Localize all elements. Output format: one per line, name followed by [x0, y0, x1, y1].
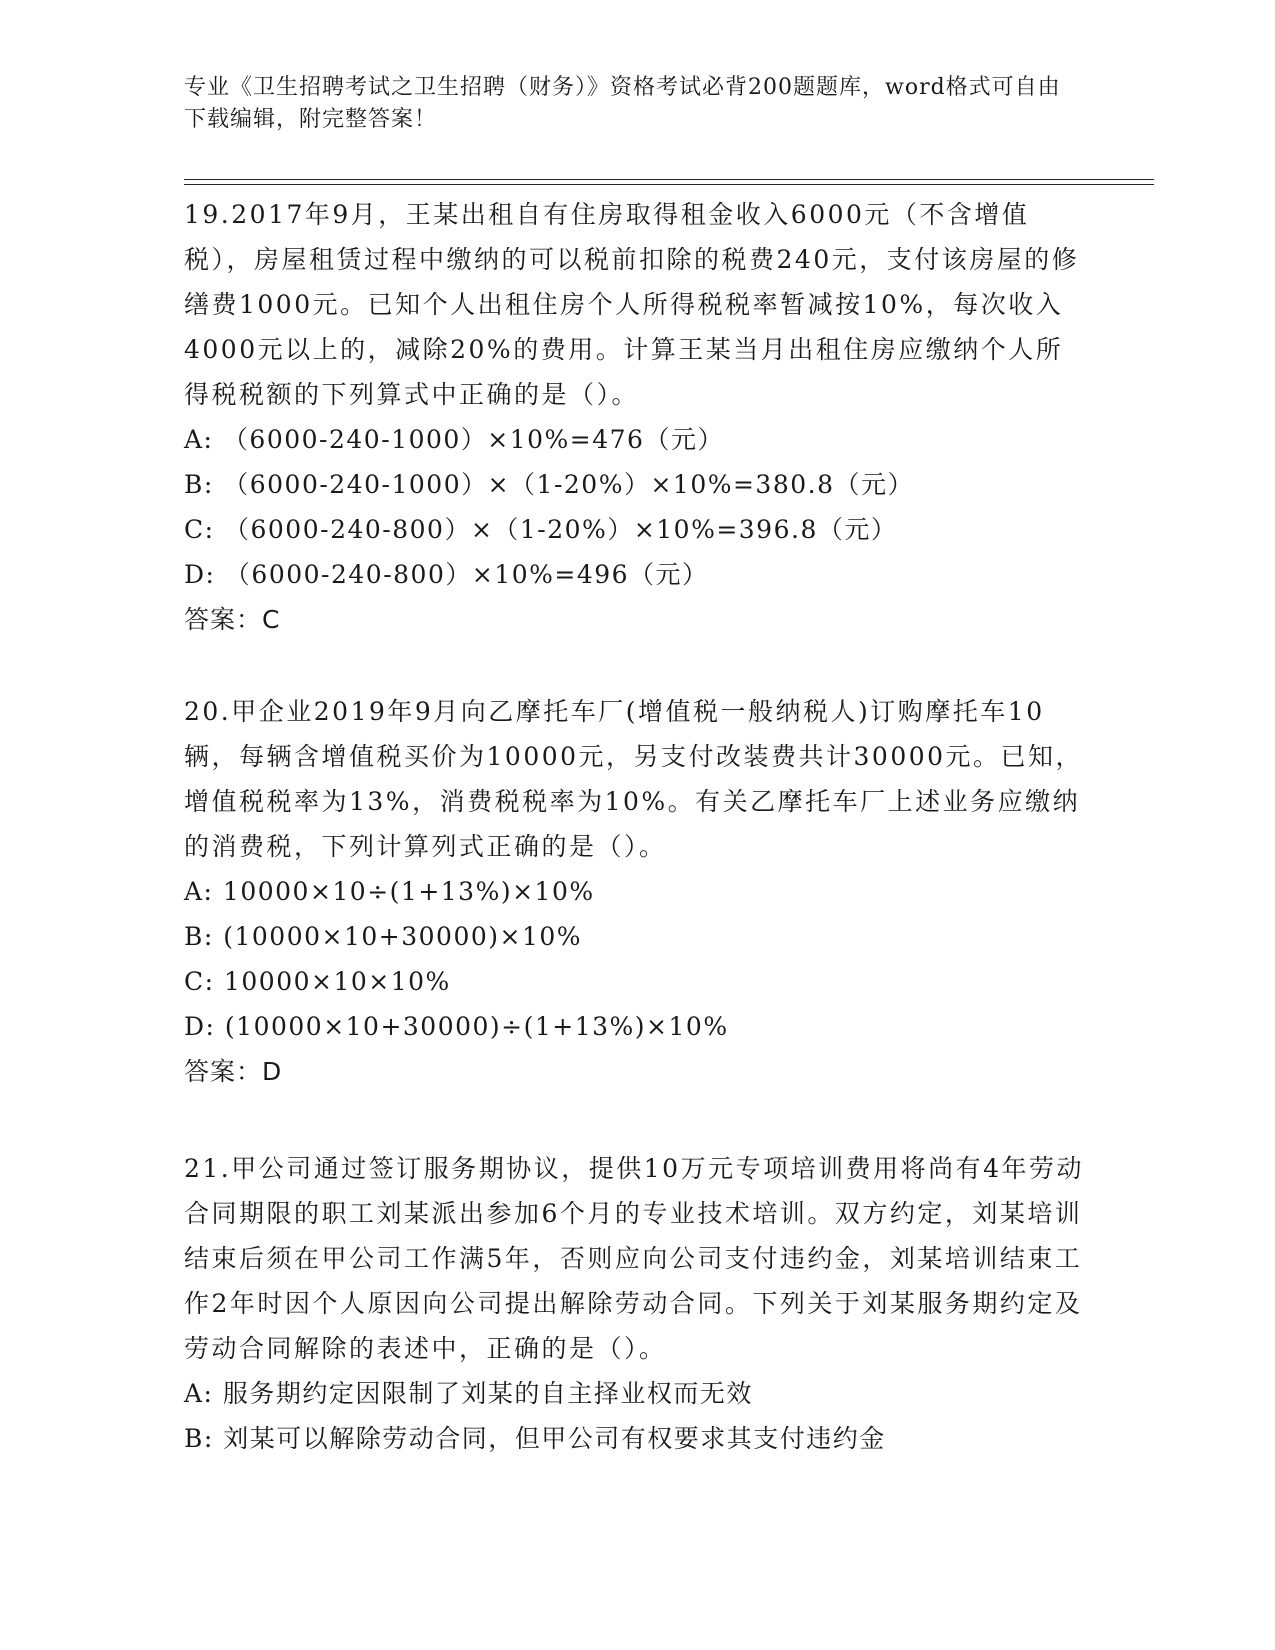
- page-header: 专业《卫生招聘考试之卫生招聘（财务）》资格考试必背200题题库，word格式可自由下载编辑，附完整答案！: [184, 75, 1061, 132]
- option-d: D: (10000×10+30000)÷(1+13%)×10%: [184, 1012, 729, 1041]
- option-a: A: （6000-240-1000）×10%=476（元）: [184, 425, 724, 454]
- option-a: A: 10000×10÷(1+13%)×10%: [184, 877, 595, 906]
- question-block: [184, 1146, 1084, 1461]
- option-c: C: 10000×10×10%: [184, 967, 451, 996]
- question-stem: 19.2017年9月，王某出租自有住房取得租金收入6000元（不含增值税），房屋租赁过程中缴纳的可以税前扣除的税费240元，支付该房屋的修缮费1000元。已知个人出租住房个人所得税税率暂减按10%，每次收入4000元以上的，减除20%的费用。计算王某当月出租住房应缴纳个人所得税税额的下列算式中正确的是（）。: [184, 200, 1080, 409]
- option-b: B: (10000×10+30000)×10%: [184, 922, 583, 951]
- question-block: [184, 689, 1084, 1094]
- answer: 答案：C: [184, 605, 281, 634]
- answer: 答案：D: [184, 1057, 283, 1086]
- question-stem: 20.甲企业2019年9月向乙摩托车厂(增值税一般纳税人)订购摩托车10辆，每辆含增值税买价为10000元，另支付改装费共计30000元。已知，增值税税率为13%，消费税税率为10%。有关乙摩托车厂上述业务应缴纳的消费税，下列计算列式正确的是（）。: [184, 697, 1084, 861]
- option-c: C: （6000-240-800）×（1-20%）×10%=396.8（元）: [184, 515, 898, 544]
- option-b: B: 刘某可以解除劳动合同，但甲公司有权要求其支付违约金: [184, 1424, 886, 1453]
- option-b: B: （6000-240-1000）×（1-20%）×10%=380.8（元）: [184, 470, 914, 499]
- header-divider: [184, 179, 1154, 180]
- question-block: [184, 192, 1084, 642]
- option-a: A: 服务期约定因限制了刘某的自主择业权而无效: [184, 1379, 753, 1408]
- option-d: D: （6000-240-800）×10%=496（元）: [184, 560, 709, 589]
- header-divider: [184, 184, 1154, 185]
- question-stem: 21.甲公司通过签订服务期协议，提供10万元专项培训费用将尚有4年劳动合同期限的职工刘某派出参加6个月的专业技术培训。双方约定，刘某培训结束后须在甲公司工作满5年，否则应向公司支付违约金，刘某培训结束工作2年时因个人原因向公司提出解除劳动合同。下列关于刘某服务期约定及劳动合同解除的表述中，正确的是（）。: [184, 1154, 1084, 1363]
